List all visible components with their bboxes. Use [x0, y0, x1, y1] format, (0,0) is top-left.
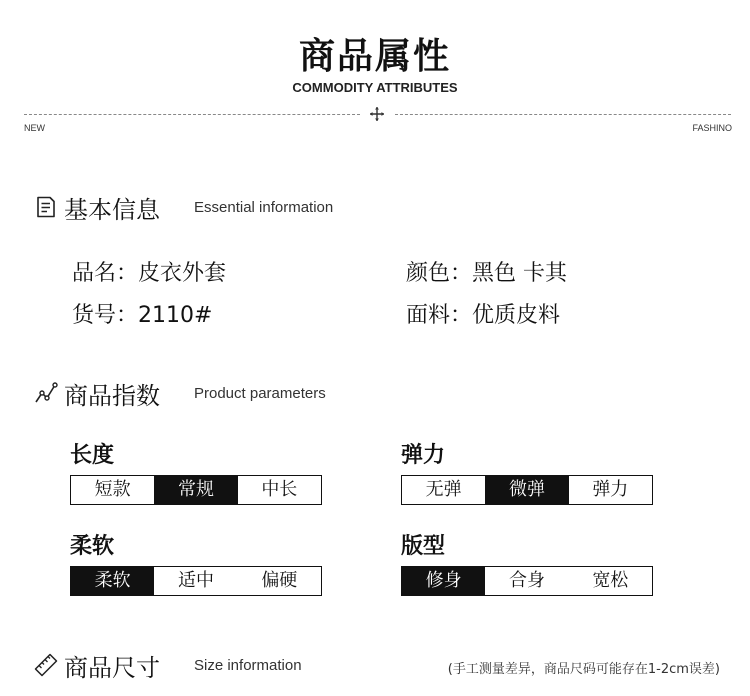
info-color: 颜色：黑色 卡其	[406, 261, 567, 286]
param-scale-length	[70, 475, 322, 505]
param-label-elasticity: 弹力	[401, 443, 446, 468]
param-option: 微弹	[485, 476, 568, 504]
info-product-name: 品名：皮衣外套	[72, 261, 227, 286]
param-option: 柔软	[71, 567, 154, 595]
divider-right	[395, 114, 731, 115]
param-option: 中长	[261, 479, 298, 500]
param-option: 修身	[402, 567, 485, 595]
line-chart-icon	[34, 381, 58, 405]
info-item-number: 货号：2110#	[72, 303, 213, 328]
param-scale-elasticity	[401, 475, 653, 505]
param-option: 短款	[94, 479, 131, 500]
essential-title-en: Essential information	[194, 198, 334, 216]
ruler-icon	[34, 653, 58, 677]
param-option: 适中	[177, 570, 214, 591]
param-option: 偏硬	[261, 570, 298, 591]
page-title: 商品属性	[298, 36, 451, 77]
param-label-length: 长度	[70, 443, 115, 468]
essential-title: 基本信息	[64, 195, 160, 224]
move-cross-icon	[369, 106, 385, 122]
param-option: 宽松	[592, 570, 629, 591]
essential-section-header	[34, 192, 333, 222]
size-section-header	[34, 650, 302, 680]
size-title-en: Size information	[194, 656, 302, 674]
param-scale-fit	[401, 566, 653, 596]
size-title: 商品尺寸	[64, 653, 160, 682]
size-note: (手工测量差异，商品尺码可能存在1-2cm误差)	[447, 662, 720, 677]
param-scale-softness	[70, 566, 322, 596]
divider-left	[24, 114, 360, 115]
param-label-fit: 版型	[401, 534, 446, 559]
params-title-en: Product parameters	[194, 384, 326, 402]
page-subtitle: COMMODITY ATTRIBUTES	[292, 80, 458, 95]
params-title: 商品指数	[64, 381, 160, 410]
corner-label-right: FASHINO	[692, 123, 732, 133]
document-icon	[34, 195, 58, 219]
param-option: 常规	[154, 476, 237, 504]
param-option: 无弹	[425, 479, 462, 500]
info-fabric: 面料：优质皮料	[406, 303, 561, 328]
param-option: 弹力	[592, 479, 629, 500]
corner-label-left: NEW	[24, 123, 45, 133]
param-option: 合身	[508, 570, 545, 591]
params-section-header	[34, 378, 326, 408]
param-label-softness: 柔软	[70, 534, 115, 559]
